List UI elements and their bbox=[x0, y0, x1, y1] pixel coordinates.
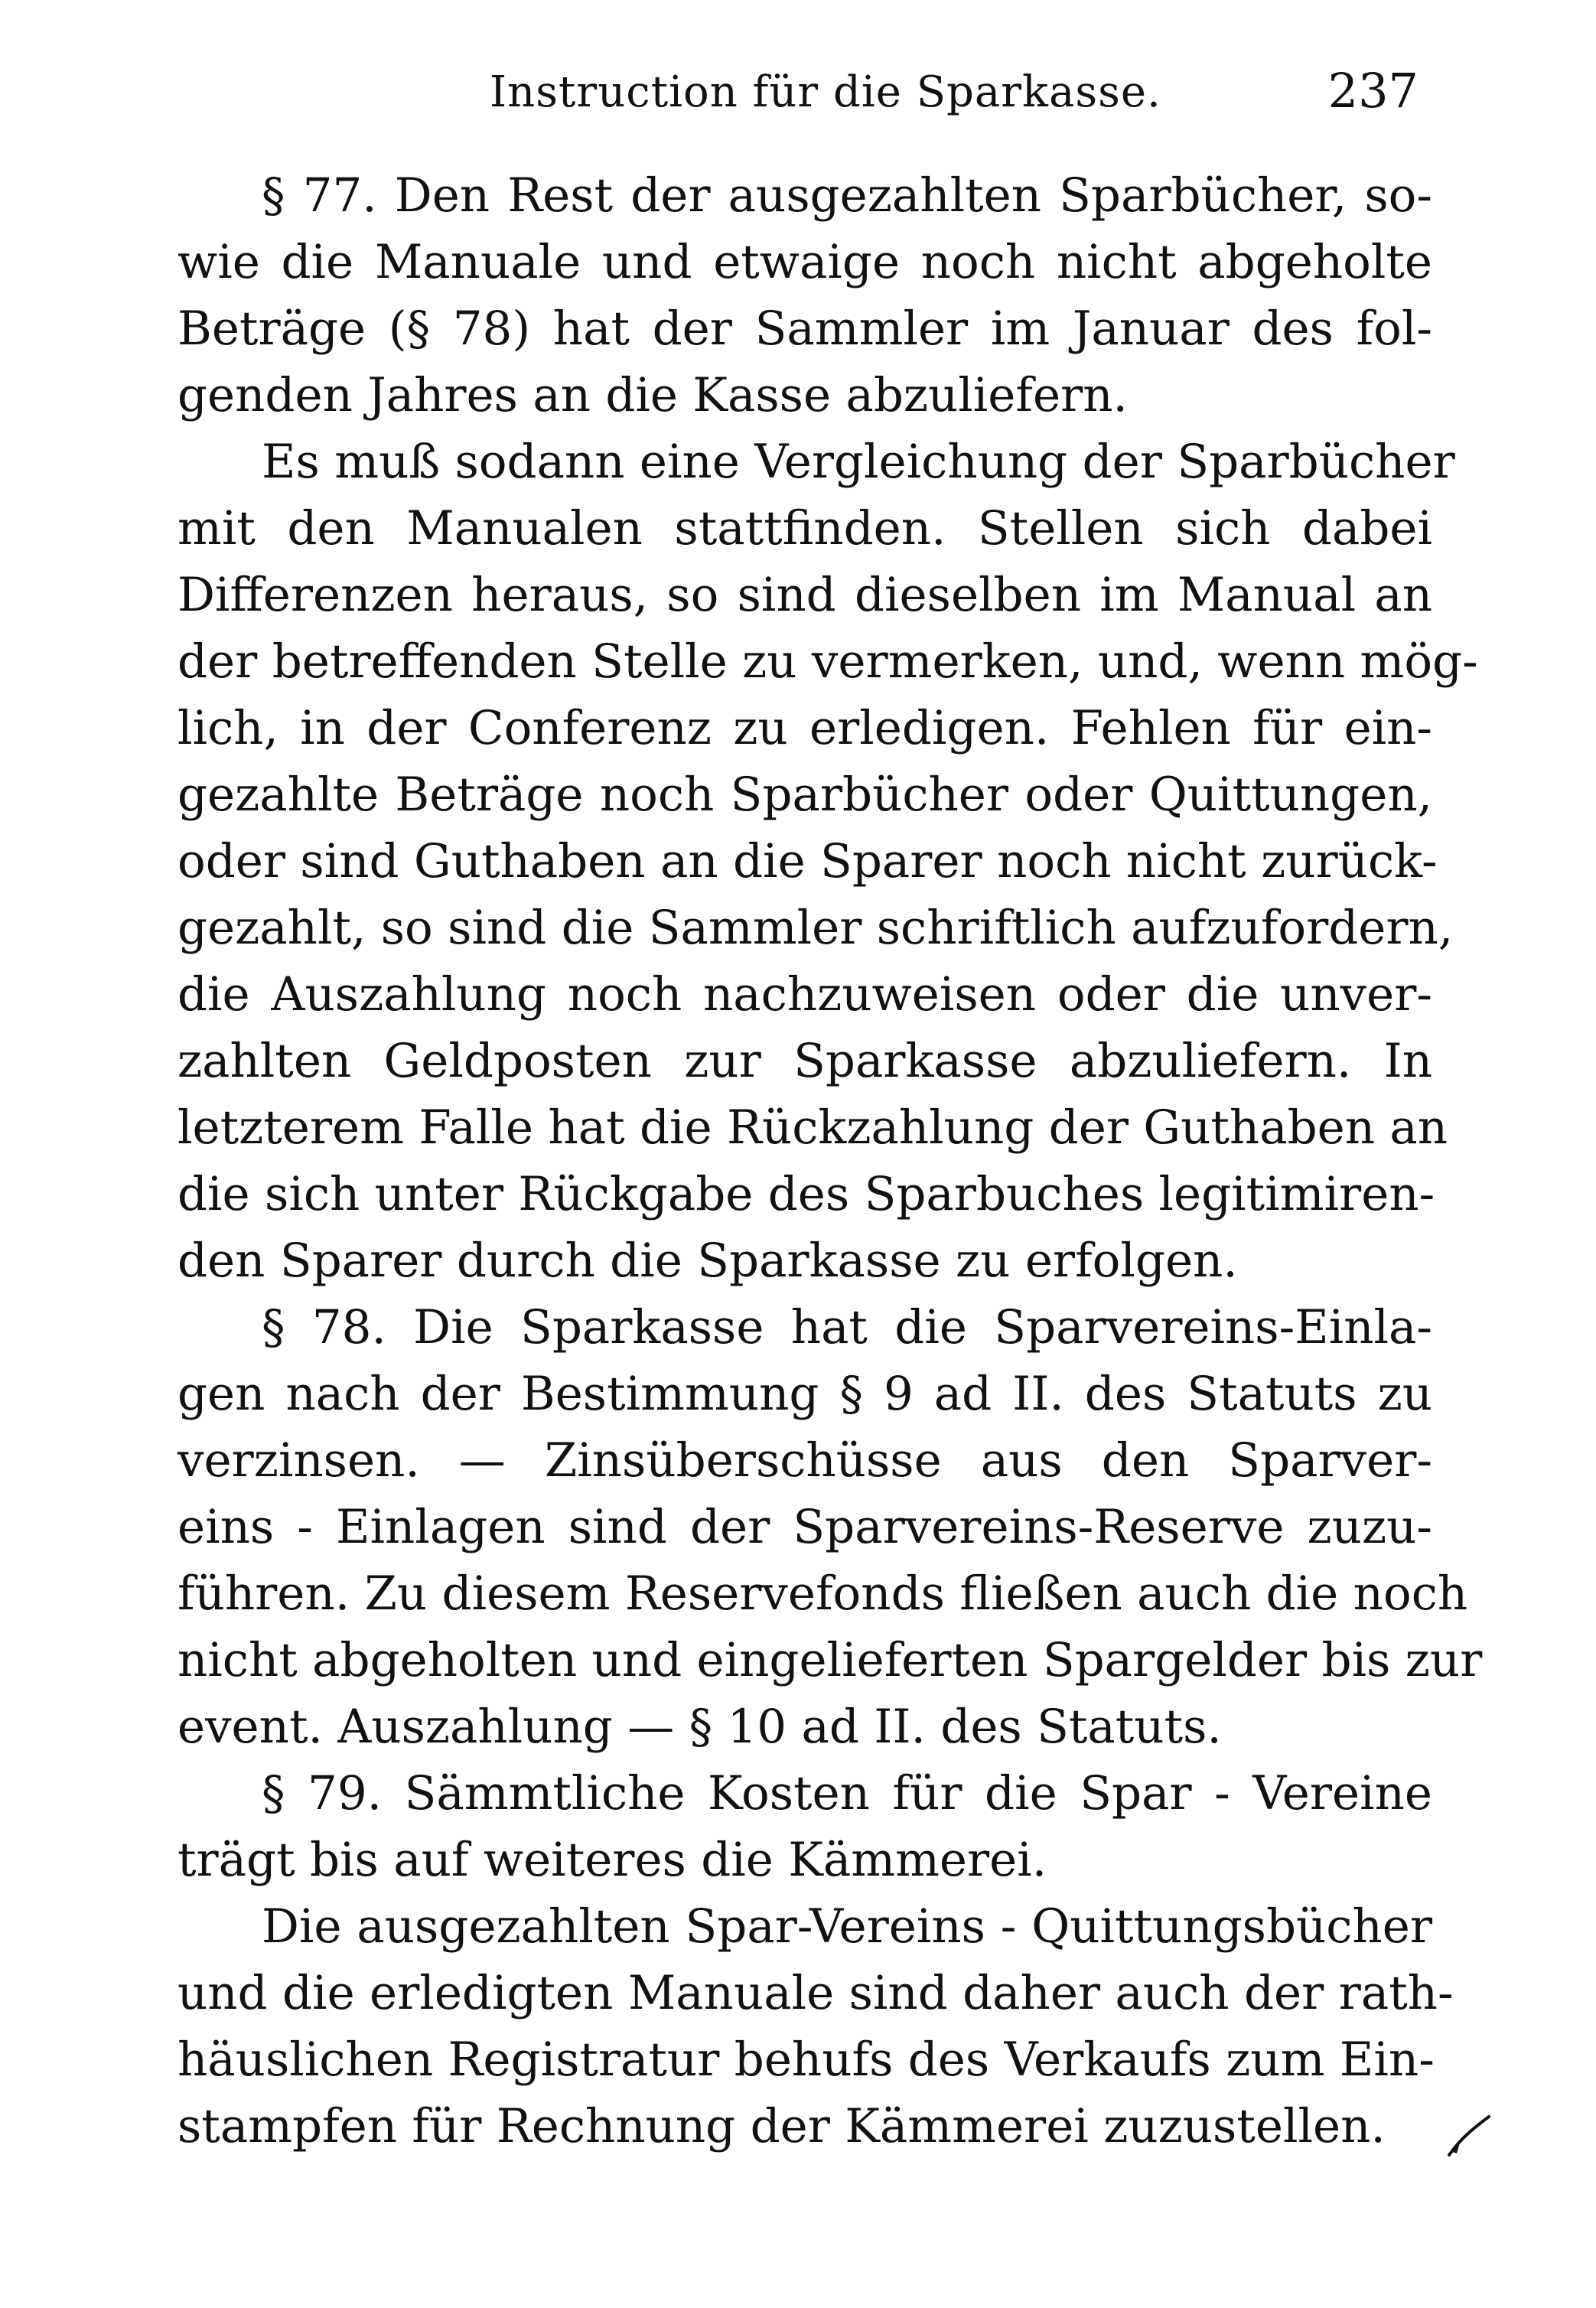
text-line-6: mit den Manualen stattfinden. Stellen sich dabei bbox=[178, 501, 1432, 556]
text-line-29: häuslichen Registratur behufs des Verkaufs zum Ein- bbox=[178, 2033, 1435, 2087]
end-flourish-icon bbox=[1446, 2112, 1492, 2158]
text-line-17: den Sparer durch die Sparkasse zu erfolgen. bbox=[178, 1234, 1238, 1288]
text-line-30: stampfen für Rechnung der Kämmerei zuzustellen. bbox=[178, 2099, 1386, 2153]
text-line-27: Die ausgezahlten Spar-Vereins - Quittungsbücher bbox=[262, 1899, 1432, 1954]
text-line-7: Differenzen heraus, so sind dieselben im Manual an bbox=[178, 568, 1432, 622]
text-line-26: trägt bis auf weiteres die Kämmerei. bbox=[178, 1833, 1047, 1887]
text-line-22: führen. Zu diesem Reservefonds fließen auch die noch bbox=[178, 1566, 1468, 1621]
text-line-8: der betreffenden Stelle zu vermerken, und, wenn mög- bbox=[178, 634, 1478, 689]
text-line-9: lich, in der Conferenz zu erledigen. Fehlen für ein- bbox=[178, 701, 1432, 755]
text-line-11: oder sind Guthaben an die Sparer noch nicht zurück- bbox=[178, 834, 1438, 888]
running-title: Instruction für die Sparkasse. bbox=[490, 67, 1161, 117]
text-line-4: genden Jahres an die Kasse abzuliefern. bbox=[178, 368, 1128, 422]
text-line-21: eins - Einlagen sind der Sparvereins-Reserve zuzu- bbox=[178, 1500, 1432, 1554]
text-line-23: nicht abgeholten und eingelieferten Spargelder bis zur bbox=[178, 1633, 1483, 1687]
text-line-5: Es muß sodann eine Vergleichung der Sparbücher bbox=[262, 435, 1455, 489]
text-line-12: gezahlt, so sind die Sammler schriftlich aufzufordern, bbox=[178, 901, 1454, 955]
text-line-1: § 77. Den Rest der ausgezahlten Sparbücher, so- bbox=[262, 168, 1432, 223]
text-line-24: event. Auszahlung — § 10 ad II. des Statuts. bbox=[178, 1700, 1222, 1754]
text-line-2: wie die Manuale und etwaige noch nicht abgeholte bbox=[178, 235, 1432, 289]
body-text bbox=[178, 162, 1483, 2160]
text-line-13: die Auszahlung noch nachzuweisen oder die unver- bbox=[178, 967, 1432, 1022]
text-line-19: gen nach der Bestimmung § 9 ad II. des Statuts zu bbox=[178, 1367, 1432, 1421]
text-line-18: § 78. Die Sparkasse hat die Sparvereins-Einla- bbox=[262, 1300, 1432, 1354]
text-line-20: verzinsen. — Zinsüberschüsse aus den Sparver- bbox=[178, 1433, 1432, 1488]
text-line-25: § 79. Sämmtliche Kosten für die Spar - Vereine bbox=[262, 1766, 1432, 1821]
text-line-14: zahlten Geldposten zur Sparkasse abzuliefern. In bbox=[178, 1034, 1432, 1088]
text-line-3: Beträge (§ 78) hat der Sammler im Januar des fol- bbox=[178, 302, 1432, 356]
page-number: 237 bbox=[1327, 63, 1418, 119]
text-line-16: die sich unter Rückgabe des Sparbuches legitimiren- bbox=[178, 1167, 1435, 1221]
text-line-15: letzterem Falle hat die Rückzahlung der Guthaben an bbox=[178, 1100, 1448, 1155]
text-line-28: und die erledigten Manuale sind daher auch der rath- bbox=[178, 1966, 1454, 2020]
text-line-10: gezahlte Beträge noch Sparbücher oder Quittungen, bbox=[178, 768, 1432, 822]
